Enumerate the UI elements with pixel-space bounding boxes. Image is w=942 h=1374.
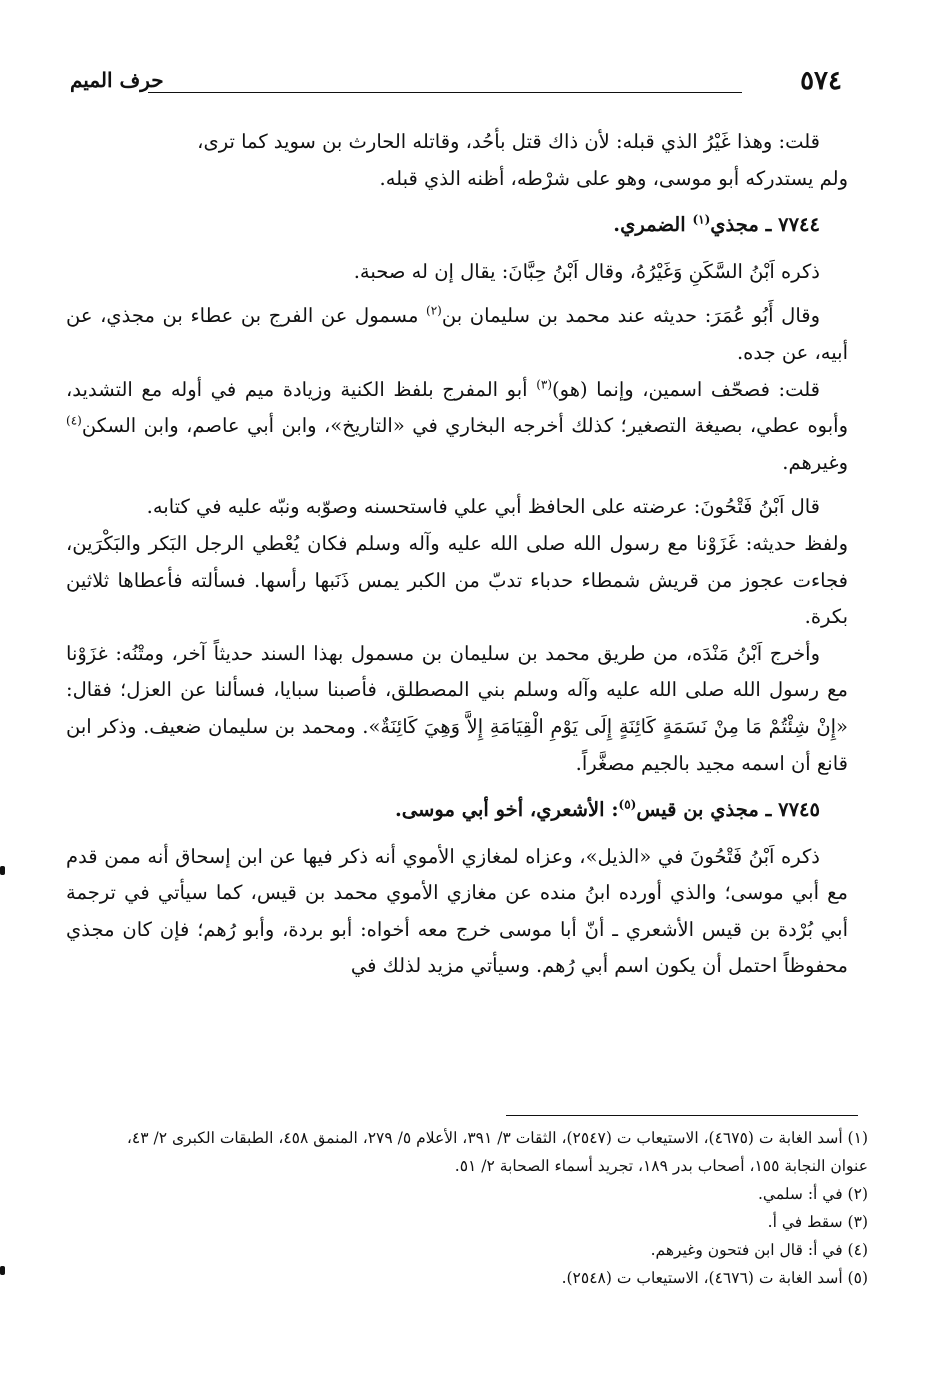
header-rule: [148, 92, 742, 93]
paragraph: قلت: فصحّف اسمين، وإنما (هو)$^{(٣)}$ أبو المفرج بلفظ الكنية وزيادة ميم في أوله مع التشديد، وأبوه عطي، بصيغة التصغير؛ كذلك أخرجه البخاري في «التاريخ»، وابن أبي عاصم، وابن السكن$^{(٤)}$ وغيرهم.: [66, 377, 848, 474]
entry-heading: ٧٧٤٥ ـ مجذي بن قيس$^{(٥)}$: الأشعري، أخو أبي موسى.: [395, 797, 820, 822]
paragraph: وأخرج اَبْنُ مَنْدَه، من طريق محمد بن سليمان بن مسمول بهذا السند حديثاً آخر، ومتْنُه: غزَوْنا مع رسول الله صلى الله عليه وآله وسلم بني المصطلق، فأصبنا سبايا، فسألنا عن العزل؛ فقال: «إِنْ شِئْتُمْ مَا مِنْ نَسَمَةٍ كَائِنَةٍ إِلَى يَوْمِ الْقِيَامَةِ إِلاَّ وَهِيَ كَائِنَةٌ». ومحمد بن سليمان ضعيف. وذكر ابن قانع أن اسمه مجيد بالجيم مصغَّراً.: [66, 641, 848, 775]
paragraph: وقال أَبُو عُمَرَ: حديثه عند محمد بن سليمان بن$^{(٢)}$ مسمول عن الفرج بن عطاء بن مجذي، عن أبيه، عن جده.: [66, 303, 848, 364]
paragraph: ولم يستدركه أبو موسى، وهو على شرْطه، أظنه الذي قبله.: [379, 166, 848, 190]
paragraph: ذكره اَبْنُ السَّكَنِ وَغَيْرُهُ، وقال اَبْنُ حِبَّانَ: يقال إن له صحبة.: [353, 259, 820, 283]
chapter-title: حرف الميم: [70, 68, 164, 92]
footnote-item: (٤) في أ: قال ابن فتحون وغيرهم.: [650, 1241, 868, 1259]
paragraph: ذكره اَبْنُ فَتْحُونَ في «الذيل»، وعزاه لمغازي الأموي أنه ذكر فيها عن ابن إسحاق أنه ممن قدم مع أبي موسى؛ والذي أورده ابنُ منده عن مغازي الأموي محمد بن قيس، كما سيأتي في ترجمة أبي بُرْدة بن قيس الأشعري ـ أنّ أبا موسى خرج معه أخواه: أبو بردة، وأبو رُهم؛ فإن كان مجذي محفوظاً احتمل أن يكون اسم أبي رُهم. وسيأتي مزيد لذلك في: [66, 844, 848, 978]
main-text: [66, 124, 848, 985]
footnote-separator: [506, 1115, 858, 1116]
footnotes: [100, 1124, 868, 1292]
footnote-item: (٢) في أ: سلمي.: [757, 1185, 868, 1203]
page-number: ٥٧٤: [800, 66, 842, 96]
scan-speck: [0, 1266, 5, 1275]
footnote-marker: (١): [692, 212, 711, 227]
paragraph: قلت: وهذا غَيْرُ الذي قبله: لأن ذاك قتل بأحُد، وقاتله الحارث بن سويد كما ترى،: [197, 130, 820, 153]
footnote-item: (٥) أسد الغابة ت (٤٦٧٦)، الاستيعاب ت (٢٥٤٨).: [561, 1269, 868, 1287]
footnote-marker: (٢): [426, 303, 442, 318]
footnote-item: (٣) سقط في أ.: [767, 1213, 868, 1231]
footnote-marker: (٤): [66, 413, 82, 428]
entry-heading: ٧٧٤٤ ـ مجذي$^{(١)}$ الضمري.: [613, 212, 820, 237]
running-head: [70, 66, 842, 106]
paragraph: ولفظ حديثه: غَزَوْنا مع رسول الله صلى الله عليه وآله وسلم فكان يُعْطي الرجل البَكر والبَكْرَين، فجاءت عجوز من قريش شمطاء حدباء تدبّ من الكبر يمس ذَنَبها رأسها. فسألته فأعطاها ثلاثين بكرة.: [66, 531, 848, 629]
footnote-marker: (٣): [536, 377, 553, 392]
paragraph: قال اَبْنُ فَتْحُونَ: عرضته على الحافظ أبي علي فاستحسنه وصوّبه ونبّه عليه في كتابه.: [146, 495, 820, 519]
scan-speck: [0, 866, 5, 875]
footnote-marker: (٥): [618, 797, 637, 812]
footnote-item: (١) أسد الغابة ت (٤٦٧٥)، الاستيعاب ت (٢٥٤٧)، الثقات ٣/ ٣٩١، الأعلام ٥/ ٢٧٩، المنمق ٤٥٨، الطبقات الكبرى ٢/ ٤٣، عنوان النجابة ١٥٥، أصحاب بدر ١٨٩، تجريد أسماء الصحابة ٢/ ٥١.: [126, 1129, 868, 1175]
